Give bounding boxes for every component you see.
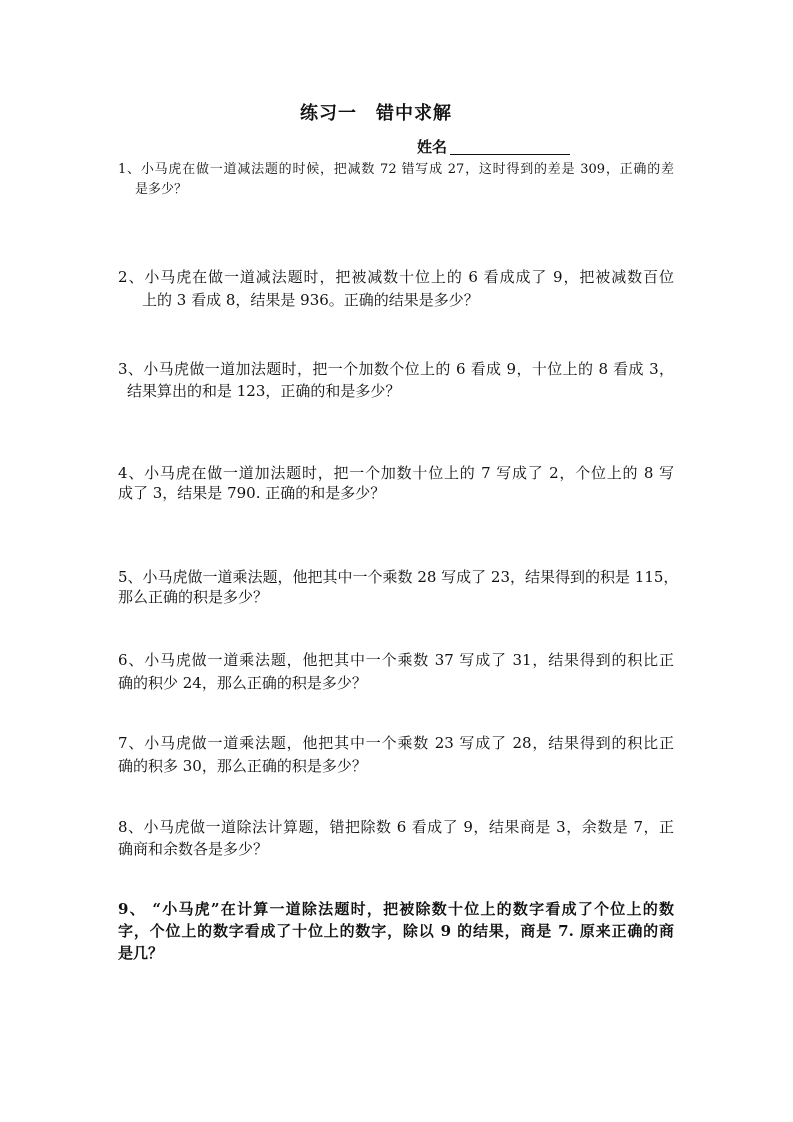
question-line: 9、 “小马虎”在计算一道除法题时，把被除数十位上的数字看成了个位上的数	[118, 900, 674, 918]
question-line: 确的积少 24，那么正确的积是多少？	[118, 674, 367, 692]
question-line: 是几？	[118, 944, 164, 962]
question-line: 7、小马虎做一道乘法题，他把其中一个乘数 23 写成了 28，结果得到的积比正	[118, 734, 674, 752]
name-blank-line[interactable]	[450, 154, 570, 155]
question-line: 确商和余数各是多少？	[118, 840, 269, 858]
question-line: 3、小马虎做一道加法题时，把一个加数个位上的 6 看成 9，十位上的 8 看成 3，	[118, 360, 674, 378]
name-label: 姓名	[417, 138, 448, 156]
question-line: 上的 3 看成 8，结果是 936。正确的结果是多少？	[142, 291, 479, 309]
question-line: 2、小马虎在做一道减法题时，把被减数十位上的 6 看成成了 9，把被减数百位	[118, 268, 674, 286]
question-line: 字，个位上的数字看成了十位上的数字，除以 9 的结果，商是 7. 原来正确的商	[118, 922, 674, 940]
question-line: 4、小马虎在做一道加法题时，把一个加数十位上的 7 写成了 2，个位上的 8 写	[118, 464, 674, 482]
question-line: 8、小马虎做一道除法计算题，错把除数 6 看成了 9，结果商是 3，余数是 7，正	[118, 818, 674, 836]
question-line: 确的积多 30，那么正确的积是多少？	[118, 757, 367, 775]
page-title: 练习一 错中求解	[300, 103, 452, 124]
question-line: 结果算出的和是 123，正确的和是多少？	[127, 382, 401, 400]
question-line: 6、小马虎做一道乘法题，他把其中一个乘数 37 写成了 31，结果得到的积比正	[118, 651, 674, 669]
question-line: 是多少？	[135, 182, 188, 197]
question-line: 那么正确的积是多少？	[118, 588, 269, 606]
question-line: 5、小马虎做一道乘法题，他把其中一个乘数 28 写成了 23，结果得到的积是 115，	[118, 568, 679, 586]
question-line: 1、小马虎在做一道减法题的时候，把减数 72 错写成 27，这时得到的差是 309，正确的差	[118, 162, 674, 177]
question-line: 成了 3，结果是 790. 正确的和是多少？	[118, 484, 386, 502]
